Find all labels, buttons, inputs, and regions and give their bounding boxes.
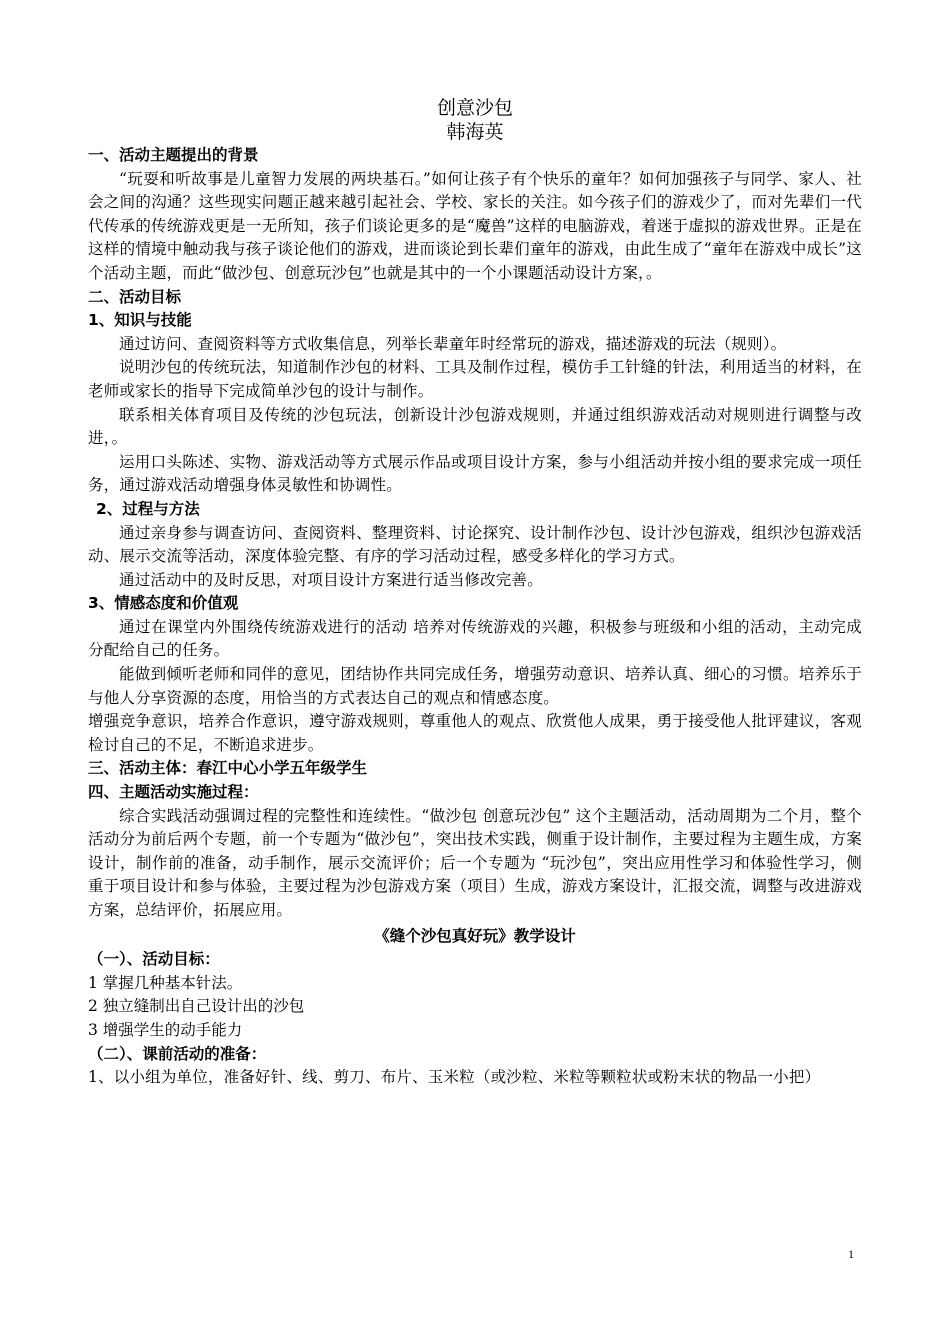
preparation-paragraph: 1、以小组为单位，准备好针、线、剪刀、布片、玉米粒（或沙粒、米粒等颗粒状或粉末状的物品一小把） <box>88 1068 821 1087</box>
subheading-process-method: 2、过程与方法 <box>96 499 200 518</box>
process-paragraph-1: 通过亲身参与调查访问、查阅资料、整理资料、讨论探究、设计制作沙包、设计沙包游戏，组织沙包游戏活动、展示交流等活动，深度体验完整、有序的学习活动过程，感受多样化的学习方式。 <box>88 523 862 566</box>
knowledge-paragraph-2: 说明沙包的传统玩法，知道制作沙包的材料、工具及制作过程，模仿手工针缝的针法，利用适当的材料，在老师或家长的指导下完成简单沙包的设计与制作。 <box>88 358 862 400</box>
knowledge-paragraph-4: 运用口头陈述、实物、游戏活动等方式展示作品或项目设计方案，参与小组活动并按小组的要求完成一项任务，通过游戏活动增强身体灵敏性和协调性。 <box>88 452 862 495</box>
knowledge-paragraph-1: 通过访问、查阅资料等方式收集信息，列举长辈童年时经常玩的游戏，描述游戏的玩法（规则）。 <box>119 334 787 353</box>
page-number: 1 <box>848 1247 854 1261</box>
attitude-paragraph-3: 增强竞争意识，培养合作意识，遵守游戏规则，尊重他人的观点、欣赏他人成果，勇于接受他人批评建议，客观检讨自己的不足，不断追求进步。 <box>88 712 862 754</box>
subheading-attitude-values: 3、情感态度和价值观 <box>88 594 239 613</box>
document-author: 韩海英 <box>446 121 504 143</box>
section-heading-goals: 二、活动目标 <box>88 287 182 306</box>
lesson-goal-item: 2 独立缝制出自己设计出的沙包 <box>88 997 305 1016</box>
subheading-knowledge-skills: 1、知识与技能 <box>88 311 192 330</box>
section-heading-implementation: 四、主题活动实施过程： <box>88 783 259 802</box>
lesson-heading-goals: （一）、活动目标： <box>88 950 220 969</box>
document-page <box>88 96 862 1090</box>
knowledge-paragraph-3: 联系相关体育项目及传统的沙包玩法，创新设计沙包游戏规则，并通过组织游戏活动对规则进行调整与改进，。 <box>88 405 862 448</box>
section-heading-subject: 三、活动主体：春江中心小学五年级学生 <box>88 759 368 778</box>
process-paragraph-2: 通过活动中的及时反思，对项目设计方案进行适当修改完善。 <box>119 570 543 589</box>
section-heading-background: 一、活动主题提出的背景 <box>88 146 259 164</box>
lesson-title: 《缝个沙包真好玩》教学设计 <box>374 926 576 945</box>
background-paragraph: “玩耍和听故事是儿童智力发展的两块基石。”如何让孩子有个快乐的童年？如何加强孩子与同学、家人、社会之间的沟通？这些现实问题正越来越引起社会、学校、家长的关注。如今孩子们的游戏少了，而对先辈们一代代传承的传统游戏更是一无所知，孩子们谈论更多的是“魔兽”这样的电脑游戏，着迷于虚拟的游戏世界。正是在这样的情境中触动我与孩子谈论他们的游戏，进而谈论到长辈们童年的游戏，由此生成了“童年在游戏中成长”这个活动主题，而此“做沙包、创意玩沙包”也就是其中的一个小课题活动设计方案，。 <box>88 169 862 282</box>
attitude-paragraph-2: 能做到倾听老师和同伴的意见，团结协作共同完成任务，增强劳动意识、培养认真、细心的习惯。培养乐于与他人分享资源的态度，用恰当的方式表达自己的观点和情感态度。 <box>88 665 862 707</box>
lesson-goal-item: 3 增强学生的动手能力 <box>88 1020 243 1039</box>
lesson-heading-preparation: （二）、课前活动的准备： <box>88 1044 267 1063</box>
attitude-paragraph-1: 通过在课堂内外围绕传统游戏进行的活动 培养对传统游戏的兴趣，积极参与班级和小组的活动，主动完成分配给自己的任务。 <box>88 617 862 660</box>
document-title: 创意沙包 <box>436 97 513 119</box>
lesson-goal-item: 1 掌握几种基本针法。 <box>88 973 243 992</box>
implementation-paragraph: 综合实践活动强调过程的完整性和连续性。“做沙包 创意玩沙包” 这个主题活动，活动周期为二个月，整个活动分为前后两个专题，前一个专题为“做沙包”，突出技术实践，侧重于设计制作，主要过程为主题生成，方案设计，制作前的准备，动手制作，展示交流评价；后一个专题为 “玩沙包”，突出应用性学习和体验性学习，侧重于项目设计和参与体验，主要过程为沙包游戏方案（项目）生成，游戏方案设计，汇报交流，调整与改进游戏方案，总结评价，拓展应用。 <box>88 806 862 919</box>
